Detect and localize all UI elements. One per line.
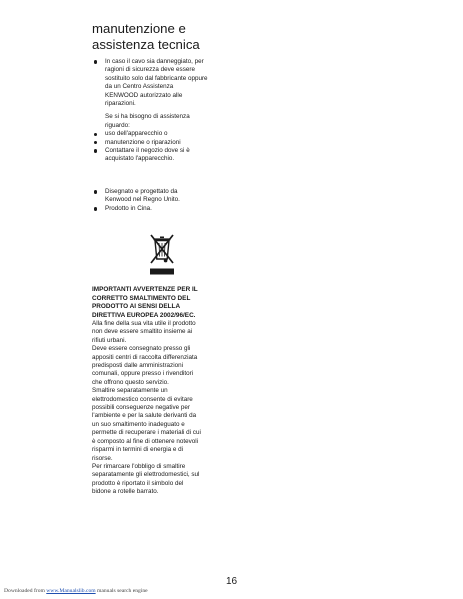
title-line: assistenza tecnica (92, 37, 200, 52)
maintenance-section (92, 58, 242, 164)
origin-bullet-list (92, 188, 242, 213)
list-item: Contattare il negozio dove si è acquistato l'apparecchio. (92, 147, 242, 164)
disposal-paragraph: Deve essere consegnato presso gli appositi centri di raccolta differenziata predisposti dalle amministrazioni comunali, oppure presso i rivenditori che offrono questo servizio. (92, 345, 198, 386)
list-item: Prodotto in Cina. (92, 205, 242, 213)
disposal-paragraph: Smaltire separatamente un elettrodomestico consente di evitare possibili conseguenze negative per l'ambiente e per la salute derivanti da un suo smaltimento inadeguato e permette di recuperare i materiali di cui è composto al fine di ottenere notevoli risparmi in termini di energia e di risorse. (92, 387, 201, 462)
maintenance-bullet-list (92, 58, 242, 108)
assistance-intro: Se si ha bisogno di assistenza riguardo: (105, 113, 190, 129)
disposal-body (92, 320, 246, 497)
manualslib-link[interactable]: www.Manualslib.com (46, 588, 96, 594)
page-title (92, 21, 292, 53)
disposal-heading: IMPORTANTI AVVERTENZE PER IL CORRETTO SMALTIMENTO DEL PRODOTTO AI SENSI DELLA DIRETTIVA EUROPEA 2002/96/EC. (92, 286, 198, 319)
page-number: 16 (226, 576, 238, 587)
disposal-paragraph: Per rimarcare l'obbligo di smaltire separatamente gli elettrodomestici, sul prodotto è riportato il simbolo del bidone a rotelle barrato. (92, 462, 200, 496)
download-footer: Downloaded from www.Manualslib.com manuals search engine (4, 588, 148, 594)
assistance-bullet-list (92, 130, 242, 164)
origin-section (92, 188, 242, 213)
crossed-out-wheelie-bin-icon (146, 230, 178, 276)
list-item: In caso il cavo sia danneggiato, per ragioni di sicurezza deve essere sostituito solo dal fabbricante oppure da un Centro Assistenza KENWOOD autorizzato alle riparazioni. (92, 58, 242, 108)
list-item: uso dell'apparecchio o (92, 130, 242, 138)
list-item: manutenzione o riparazioni (92, 139, 242, 147)
list-item: Disegnato e progettato da Kenwood nel Regno Unito. (92, 188, 242, 205)
title-line: manutenzione e (92, 21, 186, 36)
disposal-paragraph: Alla fine della sua vita utile il prodotto non deve essere smaltito insieme ai rifiuti urbani. (92, 320, 196, 344)
